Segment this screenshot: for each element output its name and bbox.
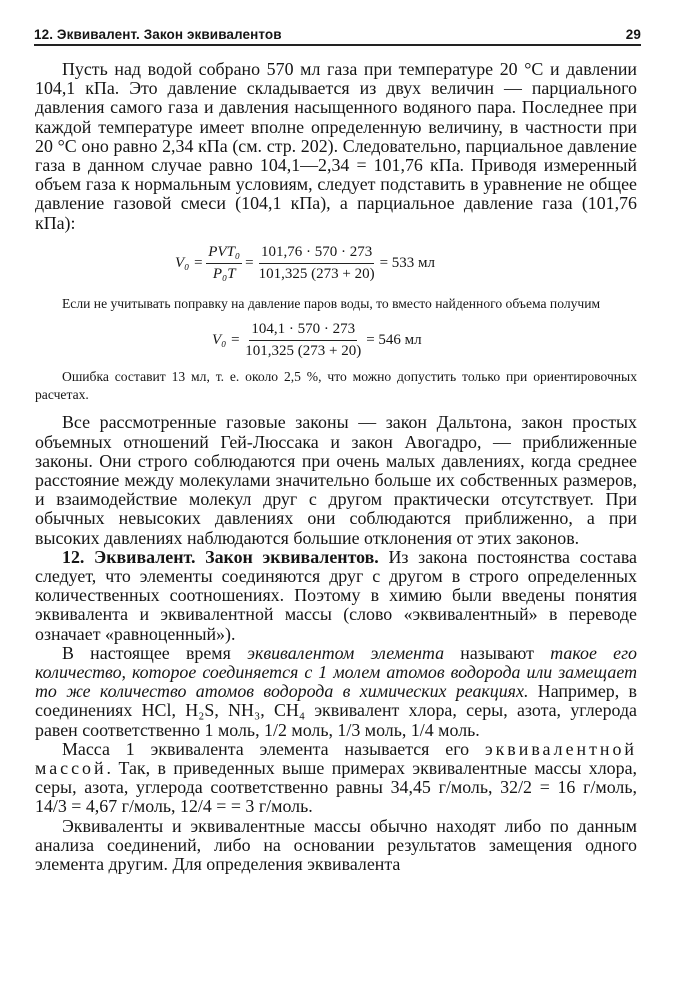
term-equivalent: эквивалентом элемента [247,642,445,663]
formula-result: = 533 мл [379,255,435,272]
text-run: . Так, в приведенных выше примерах эквивалентные массы хлора, серы, азота, углерода соответственно равны 34,45 г/моль, 32/2 = 16 г/моль, 14/3 = 4,67 г/моль, 12/4 = = 3 г/моль. [35,757,637,817]
header-rule [34,44,641,46]
fraction-denominator: 101,325 (273 + 20) [258,266,375,283]
formula-corrected-volume [35,233,637,295]
paragraph-equivalent-definition [35,644,637,740]
formula-lhs: V₀ = [212,331,241,348]
text-run: В настоящее время [62,642,248,663]
formula-uncorrected-volume [35,312,637,368]
fraction-denominator: P₀T [212,266,236,283]
fraction-numerator: 101,76 · 570 · 273 [259,244,374,264]
text-run: называют [444,642,551,663]
paragraph-section-12 [35,548,637,644]
fraction-numerator: PVT₀ [206,244,242,264]
paragraph-gas-laws: Все рассмотренные газовые законы — закон Дальтона, закон простых объемных отношений Гей-Люссака и закон Авогадро, — приближенные законы. Они строго соблюдаются при очень малых давлениях, когда среднее расстояние между молекулами значительно больше их собственных размеров, и взаимодействие молекул друг с другом практически отсутствует. При обычных невысоких давлениях они соблюдаются приближенно, а при высоких давлениях наблюдаются большие отклонения от этих законов. [35,412,637,548]
fraction-general [206,244,242,283]
formula-lhs: V₀ = [175,255,204,272]
paragraph-gas-volume: Пусть над водой собрано 570 мл газа при температуре 20 °С и давлении 104,1 кПа. Это давление складывается из двух величин — парциального давления самого газа и давления насыщенного водяного пара. Последнее при каждой температуре имеет вполне определенную величину, в частности при 20 °С оно равно 2,34 кПа (см. стр. 202). Следовательно, парциальное давление газа в данном случае равно 104,1—2,34 = 101,76 кПа. Приводя измеренный объем газа к нормальным условиям, следует подставить в уравнение не общее давление газовой смеси (104,1 кПа), а парциальное давление газа (101,76 кПа): [35,59,637,233]
fraction-numerator: 104,1 · 570 · 273 [249,321,357,341]
fraction-numeric [243,321,363,360]
running-header [34,20,641,42]
note-without-correction: Если не учитывать поправку на давление паров воды, то вместо найденного объема получим [62,295,601,311]
definition-italic: такое его количество, которое соединяется с 1 молем атомов водорода или замещает то же количество атомов водорода в химических реакциях. [35,642,637,702]
text-run: Например, в соединениях HCl, H₂S, NH₃, CH₄ эквивалент хлора, серы, азота, углерода равен соответственно 1 моль, 1/2 моль, 1/3 моль, 1/4 моль. [35,681,637,740]
term-equivalent-mass: эквивалентной массой [35,738,637,778]
section-intro-text: Из закона постоянства состава следует, что элементы соединяются друг с другом в строго определенных количественных соотношениях. Поэтому в химию были введены понятия эквивалента и эквивалентной массы (слово «эквивалентный» в переводе означает «равноценный»). [35,546,637,644]
paragraph-finding-equivalents: Эквиваленты и эквивалентные массы обычно находят либо по данным анализа соединений, либо на основании результатов замещения одного элемента другим. Для определения эквивалента [35,815,637,874]
section-title: 12. Эквивалент. Закон эквивалентов [34,27,282,42]
formula-result: = 546 мл [366,331,422,348]
equals-sign: = [245,255,254,272]
page-number: 29 [625,27,641,42]
page-body [35,60,637,874]
text-run: Масса 1 эквивалента элемента называется его [62,738,485,759]
paragraph-equivalent-mass [35,740,637,817]
fraction-numeric [257,244,377,283]
note-error-estimate: Ошибка составит 13 мл, т. е. около 2,5 %, что можно допустить только при ориентировочных расчетах. [35,369,637,402]
section-heading: 12. Эквивалент. Закон эквивалентов. [62,546,379,567]
fraction-denominator: 101,325 (273 + 20) [245,342,362,359]
